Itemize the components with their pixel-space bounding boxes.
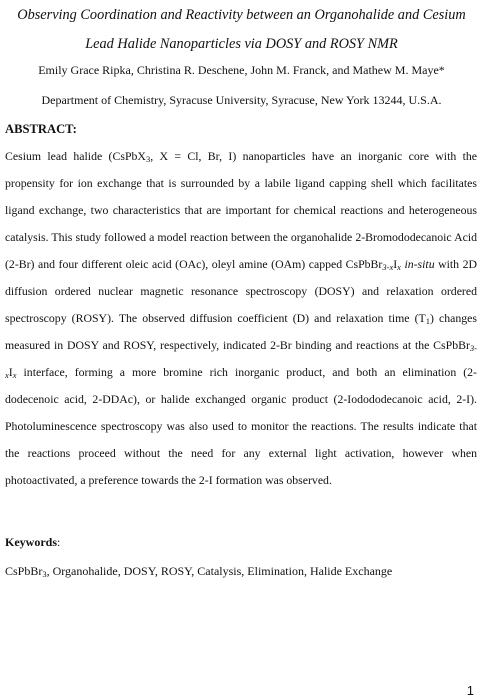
- abstract-italic-text: in-situ: [400, 257, 435, 271]
- abstract-paragraph: [5, 143, 477, 494]
- abstract-text: ) changes measured in DOSY and ROSY, respectively, indicated 2-Br binding and reactions at the CsPbBr: [5, 311, 478, 352]
- abstract-heading: ABSTRACT:: [5, 122, 77, 136]
- keywords-text: CsPbBr: [5, 564, 43, 578]
- paper-title: Observing Coordination and Reactivity between an Organohalide and Cesium Lead Halide Nanoparticles via DOSY and ROSY NMR: [17, 7, 466, 52]
- page-number: 1: [466, 683, 474, 698]
- abstract-text: with 2D diffusion ordered nuclear magnetic resonance spectroscopy (DOSY) and relaxation ordered spectroscopy (ROSY). The observed diffusion coefficient (D) and relaxation time (T: [5, 257, 477, 325]
- affiliation: Department of Chemistry, Syracuse University, Syracuse, New York 13244, U.S.A.: [41, 93, 442, 107]
- subscript: 3-x: [5, 343, 477, 380]
- subscript: x: [397, 262, 401, 272]
- abstract-text: I: [8, 365, 13, 379]
- keywords-label: Keywords: [5, 535, 57, 549]
- abstract-text: Cesium lead halide (CsPbX: [5, 149, 146, 163]
- abstract-text: interface, forming a more bromine rich inorganic product, and both an elimination (2-dodecenoic acid, 2-DDAc), or halide exchanged organic product (2-Iodododecanoic acid, 2-I). Photoluminescence spectroscopy was also used to monitor the reactions. The results indicate that the reactions proceed without the need for any external light activation, however when photoactivated, a preference towards the 2-I formation was observed.: [5, 365, 477, 487]
- abstract-body: [5, 143, 477, 494]
- subscript: 3: [42, 569, 47, 579]
- subscript: 3: [145, 154, 151, 164]
- keywords-heading: [5, 534, 60, 550]
- abstract-text: , X = Cl, Br, I) nanoparticles have an inorganic core with the propensity for ion exchange that is surrounded by a labile ligand capping shell which facilitates ligand exchange, two characteristics that are important for chemical reactions and heterogeneous catalysis. This study followed a model reaction between the organohalide 2-Bromododecanoic Acid (2-Br) and four different oleic acid (OAc), oleyl amine (OAm) capped CsPbBr: [5, 149, 478, 271]
- subscript: x: [12, 370, 17, 380]
- keywords-colon: :: [57, 535, 61, 549]
- subscript: 3-x: [382, 262, 394, 272]
- keywords-list: [5, 563, 392, 579]
- author-list: Emily Grace Ripka, Christina R. Deschene, John M. Franck, and Mathew M. Maye*: [38, 63, 445, 77]
- subscript: 1: [425, 316, 430, 326]
- abstract-text: I: [393, 257, 398, 271]
- keywords-text: , Organohalide, DOSY, ROSY, Catalysis, Elimination, Halide Exchange: [46, 564, 393, 578]
